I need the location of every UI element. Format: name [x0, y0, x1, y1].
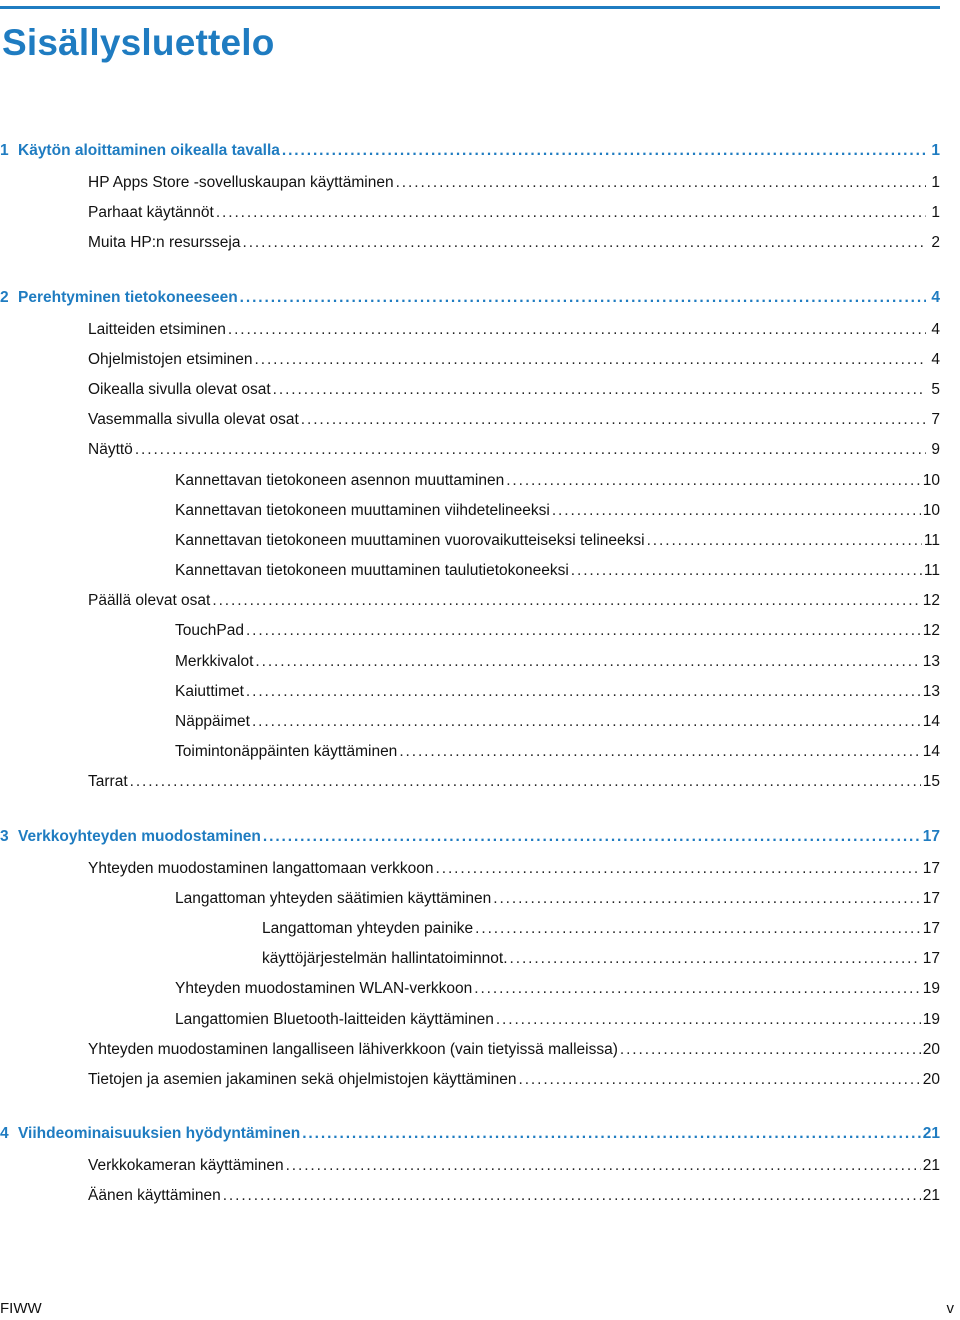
dot-leader — [436, 860, 921, 878]
dot-leader — [496, 1011, 921, 1029]
entry-title: HP Apps Store -sovelluskaupan käyttäminen — [88, 174, 394, 191]
dot-leader — [647, 532, 922, 550]
entry-title: Näppäimet — [175, 713, 250, 730]
entry-page: 19 — [922, 1010, 940, 1028]
toc-entry[interactable] — [0, 472, 940, 502]
toc-entry[interactable] — [0, 860, 940, 890]
chapter-number: 2 — [0, 288, 9, 306]
entry-page: 11 — [923, 531, 940, 549]
entry-page: 12 — [922, 592, 940, 610]
dot-leader — [302, 1125, 921, 1143]
toc-entry[interactable] — [0, 713, 940, 743]
dot-leader — [252, 713, 921, 731]
entry-title: Kaiuttimet — [175, 682, 244, 700]
entry-title: Verkkokameran käyttäminen — [88, 1157, 284, 1175]
entry-title: Langattoman yhteyden painike — [262, 919, 474, 937]
dot-leader — [246, 683, 921, 701]
entry-title: Kannettavan tietokoneen muuttaminen vuorovaikutteiseksi telineeksi — [175, 531, 645, 549]
chapter-page: 1 — [931, 142, 940, 159]
toc-entry[interactable] — [0, 562, 940, 592]
dot-leader — [255, 351, 926, 369]
entry-title: Näyttö — [88, 441, 133, 459]
dot-leader — [228, 321, 926, 339]
chapter-number: 4 — [0, 1125, 9, 1143]
dot-leader — [399, 743, 920, 761]
entry-page: 21 — [922, 1157, 940, 1175]
dot-leader — [242, 234, 926, 252]
dot-leader — [571, 562, 922, 580]
chapter-page: 17 — [922, 827, 940, 845]
toc-entry[interactable] — [0, 950, 940, 980]
dot-leader — [552, 502, 921, 520]
dot-leader — [223, 1187, 921, 1205]
chapter-title: Käytön aloittaminen oikealla tavalla — [18, 142, 280, 159]
entry-page: 11 — [923, 562, 940, 580]
top-rule — [0, 6, 940, 9]
entry-page: 19 — [922, 980, 940, 998]
entry-title: käyttöjärjestelmän hallintatoiminnot. — [262, 950, 508, 968]
toc-entry[interactable] — [0, 351, 940, 381]
entry-title: Yhteyden muodostaminen langattomaan verkkoon — [88, 859, 434, 877]
dot-leader — [620, 1041, 921, 1059]
toc-entry[interactable] — [0, 773, 940, 803]
toc-entry[interactable] — [0, 532, 940, 562]
entry-title: Langattomien Bluetooth-laitteiden käyttäminen — [175, 1010, 494, 1028]
chapter-title: Viihdeominaisuuksien hyödyntäminen — [18, 1125, 301, 1143]
entry-title: Kannettavan tietokoneen asennon muuttaminen — [175, 471, 505, 489]
chapter-spacer — [0, 1101, 940, 1125]
toc-entry[interactable] — [0, 890, 940, 920]
entry-page: 2 — [931, 234, 940, 252]
toc-entry[interactable] — [0, 592, 940, 622]
entry-title: Langattoman yhteyden säätimien käyttäminen — [175, 889, 492, 907]
entry-title: Vasemmalla sivulla olevat osat — [88, 411, 299, 429]
toc-entry[interactable] — [0, 980, 940, 1010]
entry-title: Yhteyden muodostaminen langalliseen lähiverkkoon (vain tietyissä malleissa) — [88, 1040, 618, 1058]
entry-title: Kannettavan tietokoneen muuttaminen viihdetelineeksi — [175, 501, 550, 519]
entry-title: Toimintonäppäinten käyttäminen — [175, 743, 398, 761]
entry-title: Tietojen ja asemien jakaminen sekä ohjelmistojen käyttäminen — [88, 1070, 517, 1088]
dot-leader — [273, 381, 926, 399]
dot-leader — [506, 472, 921, 490]
entry-title: Yhteyden muodostaminen WLAN-verkkoon — [175, 980, 473, 998]
entry-page: 14 — [922, 743, 940, 761]
entry-page: 12 — [922, 622, 940, 640]
entry-page: 17 — [922, 889, 940, 907]
entry-title: Parhaat käytännöt — [88, 204, 214, 222]
entry-title: Kannettavan tietokoneen muuttaminen taulutietokoneeksi — [175, 562, 569, 580]
page-title: Sisällysluettelo — [2, 22, 275, 63]
toc-chapter-2[interactable] — [0, 289, 940, 321]
entry-page: 9 — [931, 441, 940, 459]
entry-title: TouchPad — [175, 622, 244, 640]
toc-entry[interactable] — [0, 743, 940, 773]
toc-entry[interactable] — [0, 920, 940, 950]
dot-leader — [301, 411, 926, 429]
entry-page: 7 — [931, 411, 940, 429]
toc-entry[interactable] — [0, 1041, 940, 1071]
entry-page: 10 — [922, 471, 940, 489]
chapter-title: Verkkoyhteyden muodostaminen — [18, 827, 261, 845]
entry-title: Muita HP:n resursseja — [88, 234, 241, 252]
toc-entry[interactable] — [0, 1157, 940, 1187]
dot-leader — [246, 622, 921, 640]
entry-page: 17 — [922, 950, 940, 968]
entry-page: 14 — [922, 713, 940, 730]
toc-entry[interactable] — [0, 411, 940, 441]
toc-entry[interactable] — [0, 1187, 940, 1217]
toc-entry[interactable] — [0, 321, 940, 351]
footer-label: FIWW — [0, 1300, 42, 1317]
chapter-number: 1 — [0, 142, 9, 159]
dot-leader — [510, 950, 921, 968]
chapter-page: 21 — [922, 1125, 940, 1143]
entry-title: Äänen käyttäminen — [88, 1187, 221, 1205]
toc-entry[interactable] — [0, 381, 940, 411]
toc-entry[interactable] — [0, 204, 940, 234]
entry-title: Ohjelmistojen etsiminen — [88, 350, 253, 368]
entry-page: 20 — [922, 1070, 940, 1088]
entry-page: 4 — [931, 320, 940, 338]
entry-title: Tarrat — [88, 773, 128, 791]
entry-page: 17 — [922, 859, 940, 877]
toc-chapter-4[interactable] — [0, 1125, 940, 1157]
entry-page: 17 — [922, 919, 940, 937]
dot-leader — [212, 592, 920, 610]
entry-title: Oikealla sivulla olevat osat — [88, 380, 271, 398]
entry-page: 4 — [931, 350, 940, 368]
dot-leader — [475, 920, 921, 938]
chapter-number: 3 — [0, 827, 9, 845]
entry-page: 15 — [922, 773, 940, 791]
entry-page: 5 — [931, 380, 940, 398]
entry-page: 1 — [931, 204, 940, 222]
chapter-page: 4 — [931, 288, 940, 306]
dot-leader — [518, 1071, 920, 1089]
toc-entry[interactable] — [0, 441, 940, 471]
dot-leader — [216, 204, 926, 222]
toc-entry[interactable] — [0, 683, 940, 713]
dot-leader — [493, 890, 921, 908]
toc-entry[interactable] — [0, 622, 940, 652]
dot-leader — [396, 174, 926, 192]
toc-entry[interactable] — [0, 502, 940, 532]
entry-title: Päällä olevat osat — [88, 592, 211, 610]
toc-chapter-1[interactable] — [0, 142, 940, 174]
dot-leader — [255, 653, 920, 671]
toc-chapter-3[interactable] — [0, 828, 940, 860]
toc-entry[interactable] — [0, 234, 940, 264]
dot-leader — [282, 142, 926, 160]
toc-entry[interactable] — [0, 1071, 940, 1101]
entry-page: 13 — [922, 682, 940, 700]
toc-entry[interactable] — [0, 653, 940, 683]
dot-leader — [130, 773, 921, 791]
chapter-spacer — [0, 265, 940, 289]
entry-title: Laitteiden etsiminen — [88, 320, 226, 338]
entry-page: 13 — [922, 652, 940, 670]
chapter-title: Perehtyminen tietokoneeseen — [18, 288, 238, 306]
footer-page-number: v — [946, 1300, 954, 1317]
dot-leader — [240, 289, 926, 307]
entry-title: Merkkivalot — [175, 652, 254, 670]
toc-entry[interactable] — [0, 174, 940, 204]
entry-page: 1 — [931, 174, 940, 191]
dot-leader — [286, 1157, 921, 1175]
table-of-contents — [0, 142, 940, 1217]
dot-leader — [135, 441, 926, 459]
entry-page: 20 — [922, 1040, 940, 1058]
entry-page: 10 — [922, 501, 940, 519]
toc-entry[interactable] — [0, 1011, 940, 1041]
chapter-spacer — [0, 804, 940, 828]
entry-page: 21 — [922, 1187, 940, 1205]
dot-leader — [474, 980, 921, 998]
dot-leader — [263, 828, 921, 846]
